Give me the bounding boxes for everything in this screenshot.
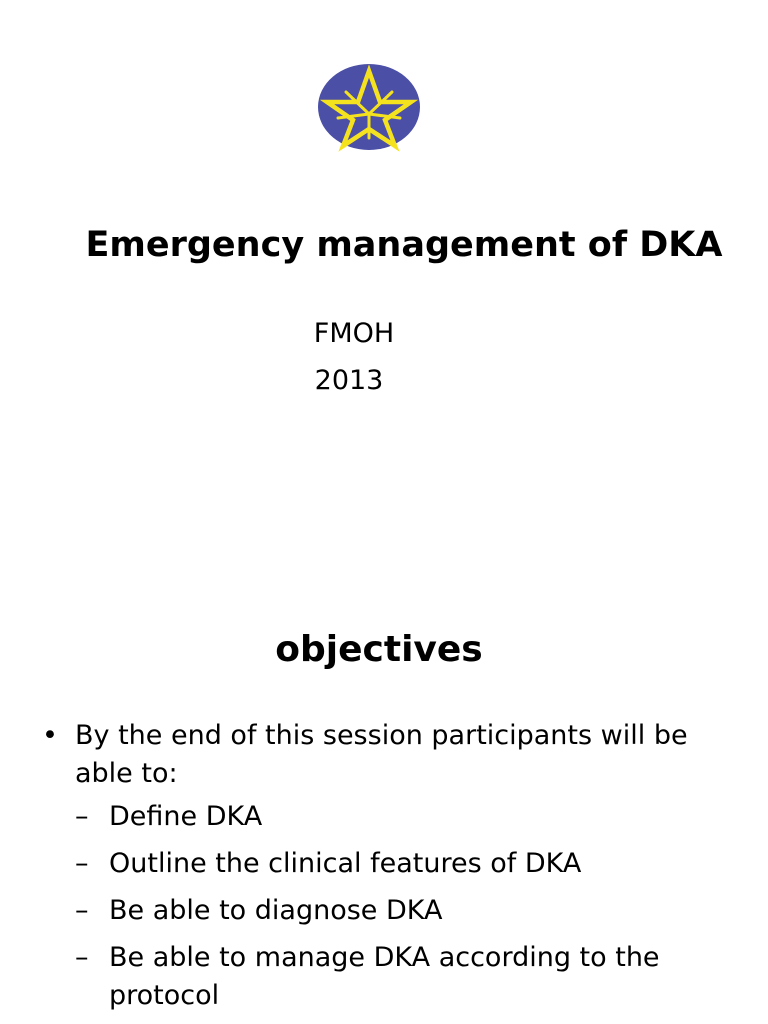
- sub-item-text: Be able to diagnose DKA: [109, 895, 443, 926]
- presentation-year: 2013: [314, 365, 384, 396]
- objectives-list: [40, 717, 740, 1024]
- objectives-sub-list: [75, 798, 740, 1015]
- list-item: [75, 939, 740, 1015]
- bullet-marker: •: [42, 720, 58, 751]
- sub-item-text: Be able to manage DKA according to the protocol: [109, 942, 660, 1011]
- list-item: [40, 717, 740, 1015]
- list-item: [75, 798, 740, 836]
- list-item: [75, 892, 740, 930]
- objectives-slide: [0, 512, 768, 1024]
- sub-item-text: Define DKA: [109, 801, 263, 832]
- presentation-title: Emergency management of DKA: [85, 225, 723, 265]
- bullet-text: By the end of this session participants will be able to:: [75, 720, 688, 789]
- list-item: [75, 845, 740, 883]
- organization-name: FMOH: [313, 318, 395, 349]
- ethiopian-star-emblem-icon: [316, 62, 422, 152]
- dash-marker: –: [75, 848, 89, 879]
- dash-marker: –: [75, 801, 89, 832]
- slide-heading: objectives: [275, 629, 483, 670]
- dash-marker: –: [75, 942, 89, 973]
- sub-item-text: Outline the clinical features of DKA: [109, 848, 582, 879]
- dash-marker: –: [75, 895, 89, 926]
